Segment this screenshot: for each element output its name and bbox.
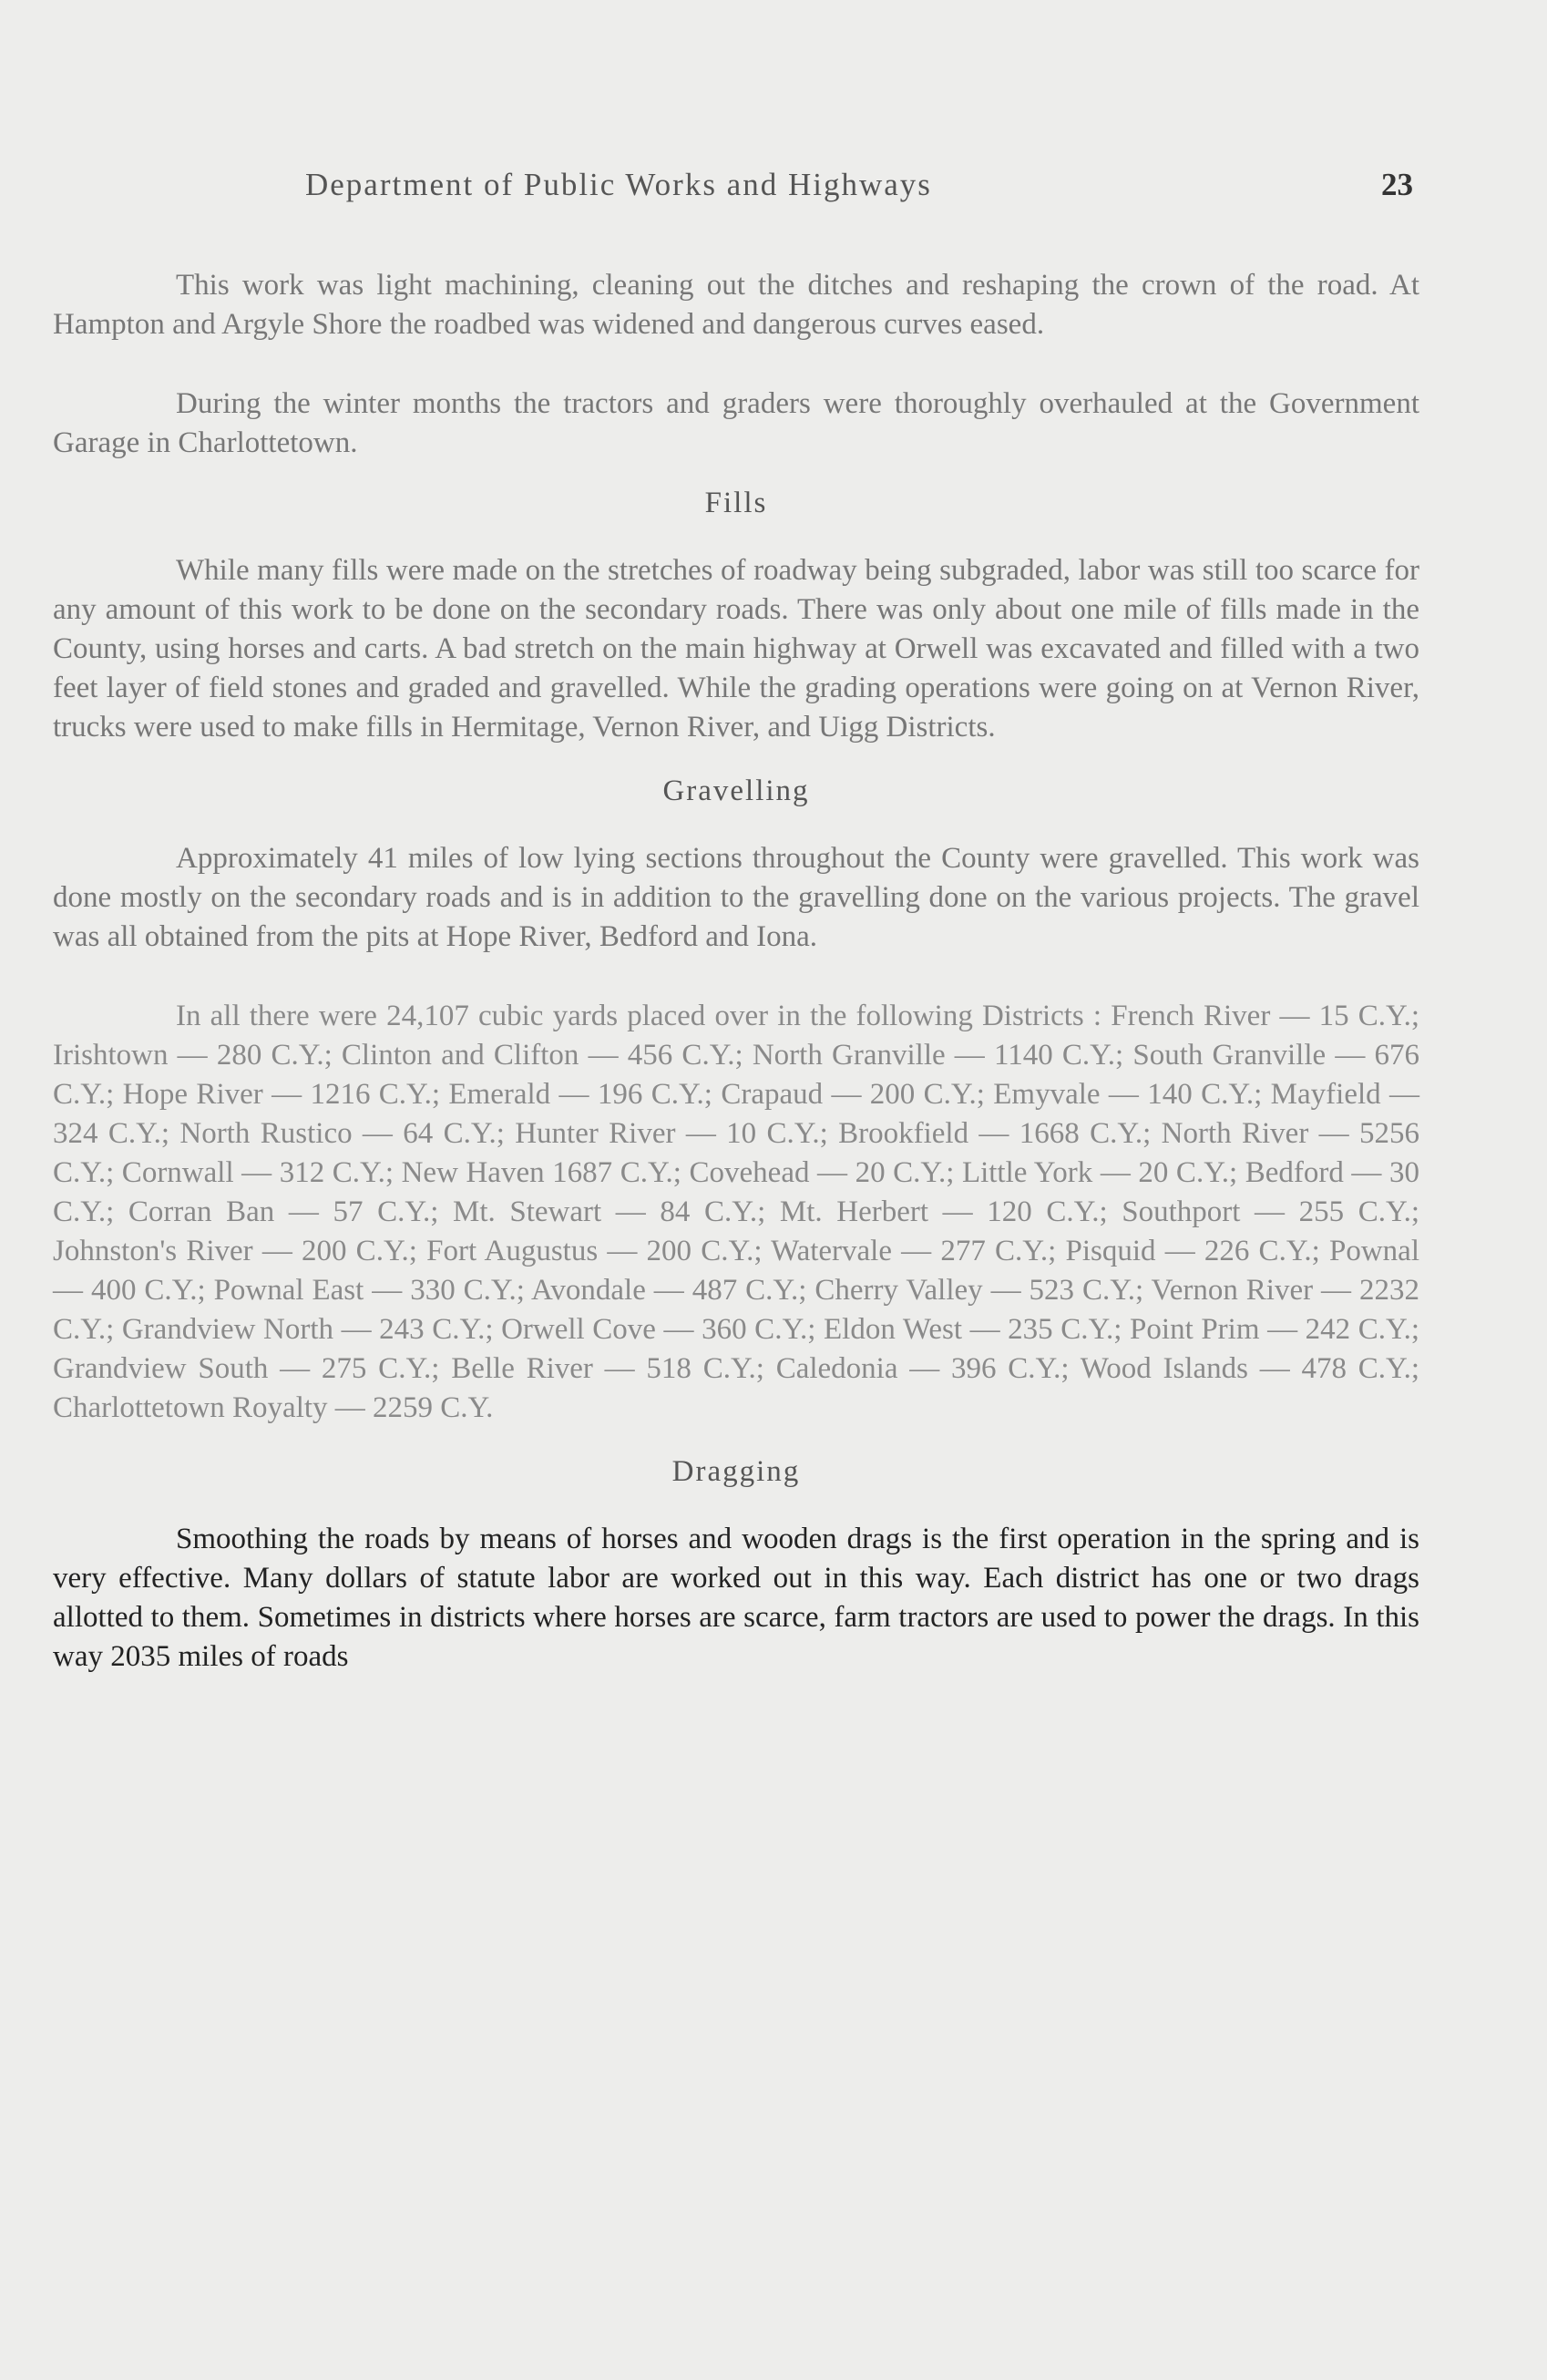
paragraph-winter-overhaul: During the winter months the tractors and graders were thoroughly overhauled at the Government Garage in Charlottetown.: [53, 387, 1419, 459]
running-header-title: Department of Public Works and Highways: [305, 167, 932, 202]
paragraph-dragging: Smoothing the roads by means of horses and wooden drags is the first operation in the spring and is very effective. Many dollars of statute labor are worked out in this way. Each district has one or two drags allotted to them. Sometimes in districts where horses are scarce, farm tractors are used to power the drags. In this way 2035 miles of roads: [53, 1523, 1419, 1673]
page-body: [53, 266, 1419, 1717]
paragraph-road-work: This work was light machining, cleaning out the ditches and reshaping the crown of the road. At Hampton and Argyle Shore the roadbed was widened and dangerous curves eased.: [53, 269, 1419, 341]
paragraph-fills: While many fills were made on the stretches of roadway being subgraded, labor was still too scarce for any amount of this work to be done on the secondary roads. There was only about one mile of fills made in the County, using horses and carts. A bad stretch on the main highway at Orwell was excavated and filled with a two feet layer of field stones and graded and gravelled. While the grading operations were going on at Vernon River, trucks were used to make fills in Hermitage, Vernon River, and Uigg Districts.: [53, 554, 1419, 744]
section-heading-gravelling: Gravelling: [662, 775, 810, 807]
page-number: 23: [1381, 167, 1413, 202]
running-header: [305, 167, 1413, 212]
section-heading-fills: Fills: [704, 487, 768, 519]
paragraph-gravelling-districts: In all there were 24,107 cubic yards placed over in the following Districts : French River — 15 C.Y.; Irishtown — 280 C.Y.; Clinton and Clifton — 456 C.Y.; North Granville — 1140 C.Y.; South Granville — 676 C.Y.; Hope River — 1216 C.Y.; Emerald — 196 C.Y.; Crapaud — 200 C.Y.; Emyvale — 140 C.Y.; Mayfield — 324 C.Y.; North Rustico — 64 C.Y.; Hunter River — 10 C.Y.; Brookfield — 1668 C.Y.; North River — 5256 C.Y.; Cornwall — 312 C.Y.; New Haven 1687 C.Y.; Covehead — 20 C.Y.; Little York — 20 C.Y.; Bedford — 30 C.Y.; Corran Ban — 57 C.Y.; Mt. Stewart — 84 C.Y.; Mt. Herbert — 120 C.Y.; Southport — 255 C.Y.; Johnston's River — 200 C.Y.; Fort Augustus — 200 C.Y.; Watervale — 277 C.Y.; Pisquid — 226 C.Y.; Pownal — 400 C.Y.; Pownal East — 330 C.Y.; Avondale — 487 C.Y.; Cherry Valley — 523 C.Y.; Vernon River — 2232 C.Y.; Grandview North — 243 C.Y.; Orwell Cove — 360 C.Y.; Eldon West — 235 C.Y.; Point Prim — 242 C.Y.; Grandview South — 275 C.Y.; Belle River — 518 C.Y.; Caledonia — 396 C.Y.; Wood Islands — 478 C.Y.; Charlottetown Royalty — 2259 C.Y.: [53, 1000, 1419, 1424]
paragraph-gravelling-summary: Approximately 41 miles of low lying sections throughout the County were gravelled. This work was done mostly on the secondary roads and is in addition to the gravelling done on the various projects. The gravel was all obtained from the pits at Hope River, Bedford and Iona.: [53, 842, 1419, 953]
section-heading-dragging: Dragging: [671, 1455, 801, 1488]
